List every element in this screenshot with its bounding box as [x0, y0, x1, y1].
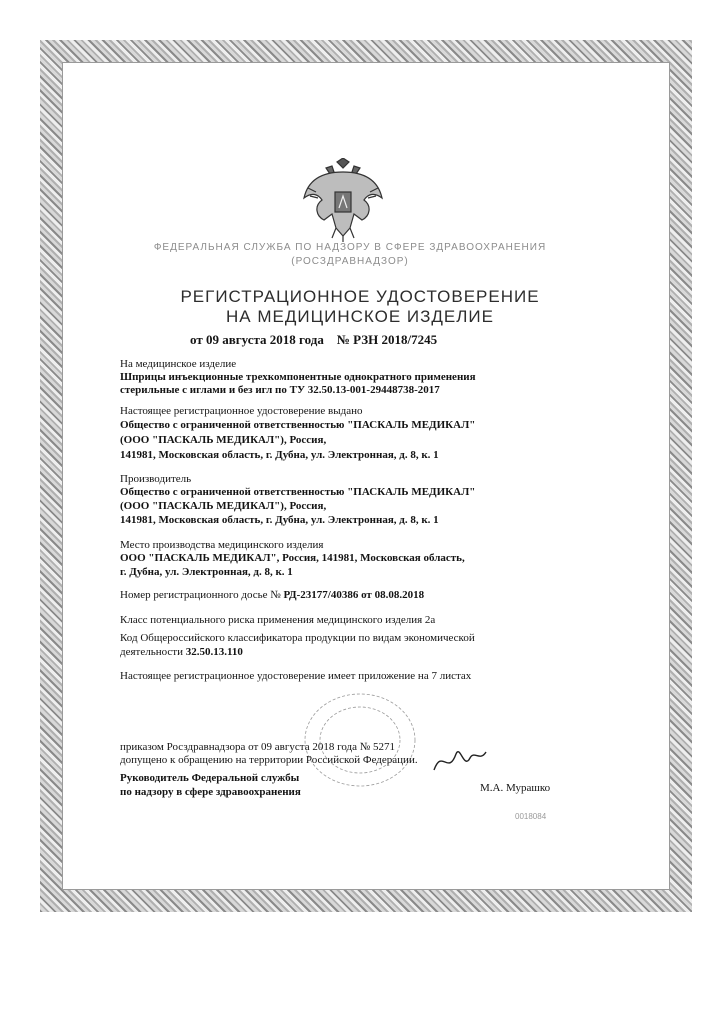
agency-name: ФЕДЕРАЛЬНАЯ СЛУЖБА ПО НАДЗОРУ В СФЕРЕ ЗДРАВООХРАНЕНИЯ — [153, 242, 547, 253]
manufacturer-line2: (ООО "ПАСКАЛЬ МЕДИКАЛ"), Россия, — [120, 500, 327, 512]
risk-class — [120, 614, 435, 627]
agency-abbreviation: (РОСЗДРАВНАДЗОР) — [291, 256, 409, 267]
dossier-value: РД-23177/40386 от 08.08.2018 — [283, 589, 425, 601]
device-name-line2: стерильные с иглами и без игл по ТУ 32.50.13-001-29448738-2017 — [120, 384, 440, 396]
manufacturer-label: Производитель — [120, 473, 192, 485]
signatory-title1: Руководитель Федеральной службы — [120, 772, 300, 784]
risk-class-value: 2а — [424, 614, 436, 626]
official-stamp-icon — [300, 690, 420, 790]
issue-date-line — [190, 332, 437, 348]
manufacturer-address: 141981, Московская область, г. Дубна, ул. Электронная, д. 8, к. 1 — [120, 514, 439, 526]
issued-to-label: Настоящее регистрационное удостоверение выдано — [120, 405, 363, 417]
okpd-value: 32.50.13.110 — [185, 646, 243, 658]
production-site-line2: г. Дубна, ул. Электронная, д. 8, к. 1 — [120, 566, 293, 578]
order-line2: допущено к обращению на территории Российской Федерации. — [120, 754, 418, 766]
registration-number: № РЗН 2018/7245 — [336, 332, 438, 347]
risk-class-label: Класс потенциального риска применения медицинского изделия — [120, 614, 425, 626]
signature-icon — [430, 740, 490, 780]
signatory-name: М.А. Мурашко — [480, 782, 551, 794]
device-label: На медицинское изделие — [120, 358, 237, 370]
signatory-title2: по надзору в сфере здравоохранения — [120, 786, 301, 798]
dossier-label: Номер регистрационного досье № — [120, 589, 284, 601]
serial-number: 0018084 — [515, 812, 547, 821]
document-title: РЕГИСТРАЦИОННОЕ УДОСТОВЕРЕНИЕ — [180, 287, 540, 306]
issued-to-line1: Общество с ограниченной ответственностью "ПАСКАЛЬ МЕДИКАЛ" — [120, 419, 476, 431]
okpd-line1: Код Общероссийского классификатора продукции по видам экономической — [120, 632, 475, 644]
document-subtitle: НА МЕДИЦИНСКОЕ ИЗДЕЛИЕ — [226, 307, 494, 326]
device-name-line1: Шприцы инъекционные трехкомпонентные однократного применения — [120, 371, 476, 383]
production-site-line1: ООО "ПАСКАЛЬ МЕДИКАЛ", Россия, 141981, Московская область, — [120, 552, 465, 564]
dossier-number — [120, 589, 424, 602]
coat-of-arms-icon — [302, 158, 384, 242]
order-line1: приказом Росздравнадзора от 09 августа 2018 года № 5271 — [120, 741, 395, 753]
manufacturer-line1: Общество с ограниченной ответственностью "ПАСКАЛЬ МЕДИКАЛ" — [120, 486, 476, 498]
production-site-label: Место производства медицинского изделия — [120, 539, 324, 551]
issue-date: от 09 августа 2018 года — [190, 332, 324, 347]
appendix-note: Настоящее регистрационное удостоверение имеет приложение на 7 листах — [120, 670, 472, 682]
okpd-code — [120, 646, 243, 659]
issued-to-line2: (ООО "ПАСКАЛЬ МЕДИКАЛ"), Россия, — [120, 434, 327, 446]
okpd-label: деятельности — [120, 646, 186, 658]
issued-to-address: 141981, Московская область, г. Дубна, ул. Электронная, д. 8, к. 1 — [120, 449, 439, 461]
